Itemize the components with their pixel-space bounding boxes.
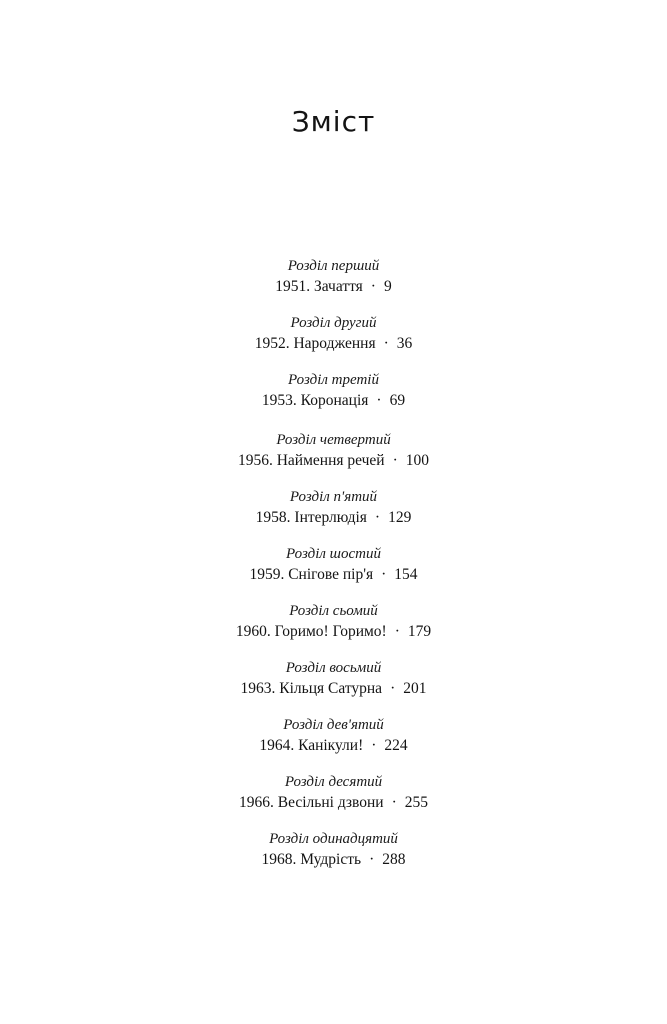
toc-entry-7 bbox=[0, 601, 667, 658]
toc-entry-10 bbox=[0, 772, 667, 829]
chapter-title: 1959. Снігове пір'я bbox=[249, 566, 374, 583]
separator-dot: · bbox=[383, 335, 389, 352]
separator-dot: · bbox=[390, 680, 396, 697]
toc-entry-6 bbox=[0, 544, 667, 601]
page-number: 100 bbox=[405, 452, 430, 469]
chapter-title: 1956. Наймення речей bbox=[237, 452, 385, 469]
chapter-title-line bbox=[0, 849, 667, 871]
page-number: 255 bbox=[404, 794, 428, 811]
chapter-title: 1966. Весільні дзвони bbox=[239, 794, 384, 811]
chapter-title-line bbox=[0, 333, 667, 355]
separator-dot: · bbox=[369, 851, 375, 868]
separator-dot: · bbox=[392, 452, 398, 469]
separator-dot: · bbox=[370, 278, 376, 295]
toc-entry-1 bbox=[0, 256, 667, 313]
chapter-title-line bbox=[0, 450, 667, 472]
toc-entry-11 bbox=[0, 829, 667, 886]
chapter-label: Розділ одинадцятий bbox=[269, 831, 398, 847]
chapter-title: 1952. Народження bbox=[254, 335, 376, 352]
toc-entry-5 bbox=[0, 487, 667, 544]
chapter-title: 1963. Кільця Сатурна bbox=[240, 680, 383, 697]
page-number: 179 bbox=[407, 623, 432, 640]
table-of-contents bbox=[0, 256, 667, 886]
chapter-label: Розділ шостий bbox=[286, 546, 381, 562]
chapter-label: Розділ четвертий bbox=[276, 432, 391, 448]
page-number: 129 bbox=[388, 509, 412, 526]
chapter-label: Розділ перший bbox=[287, 258, 380, 274]
toc-entry-3 bbox=[0, 370, 667, 430]
chapter-title-line bbox=[0, 678, 667, 700]
toc-entry-4 bbox=[0, 430, 667, 487]
chapter-title-line bbox=[0, 564, 667, 586]
chapter-title-line bbox=[0, 390, 667, 412]
page-number: 69 bbox=[389, 392, 406, 409]
chapter-label: Розділ сьомий bbox=[289, 603, 378, 619]
separator-dot: · bbox=[394, 623, 400, 640]
separator-dot: · bbox=[374, 509, 381, 526]
chapter-label: Розділ десятий bbox=[284, 774, 383, 790]
page-number: 201 bbox=[403, 680, 427, 697]
chapter-label: Розділ третій bbox=[288, 372, 379, 388]
chapter-title-line bbox=[0, 276, 667, 298]
chapter-label: Розділ п'ятий bbox=[289, 489, 378, 505]
separator-dot: · bbox=[376, 392, 382, 409]
chapter-title: 1964. Канікули! bbox=[259, 737, 364, 754]
page-number: 224 bbox=[384, 737, 408, 754]
page-title: Зміст bbox=[291, 104, 376, 138]
chapter-title: 1951. Зачаття bbox=[275, 278, 363, 295]
page-number: 36 bbox=[396, 335, 413, 352]
toc-entry-8 bbox=[0, 658, 667, 715]
separator-dot: · bbox=[391, 794, 397, 811]
chapter-title: 1958. Інтерлюдія bbox=[255, 509, 367, 526]
chapter-label: Розділ другий bbox=[290, 315, 377, 331]
chapter-title: 1953. Коронація bbox=[261, 392, 369, 409]
chapter-label: Розділ восьмий bbox=[285, 660, 382, 676]
chapter-title-line bbox=[0, 735, 667, 757]
toc-entry-9 bbox=[0, 715, 667, 772]
chapter-title: 1960. Горимо! Горимо! bbox=[235, 623, 387, 640]
page-number: 154 bbox=[394, 566, 418, 583]
separator-dot: · bbox=[371, 737, 377, 754]
chapter-title: 1968. Мудрість bbox=[261, 851, 362, 868]
separator-dot: · bbox=[381, 566, 387, 583]
toc-entry-2 bbox=[0, 313, 667, 370]
chapter-title-line bbox=[0, 507, 667, 529]
chapter-label: Розділ дев'ятий bbox=[283, 717, 384, 733]
chapter-title-line bbox=[0, 792, 667, 814]
page-number: 9 bbox=[383, 278, 392, 295]
page-number: 288 bbox=[382, 851, 406, 868]
chapter-title-line bbox=[0, 621, 667, 643]
